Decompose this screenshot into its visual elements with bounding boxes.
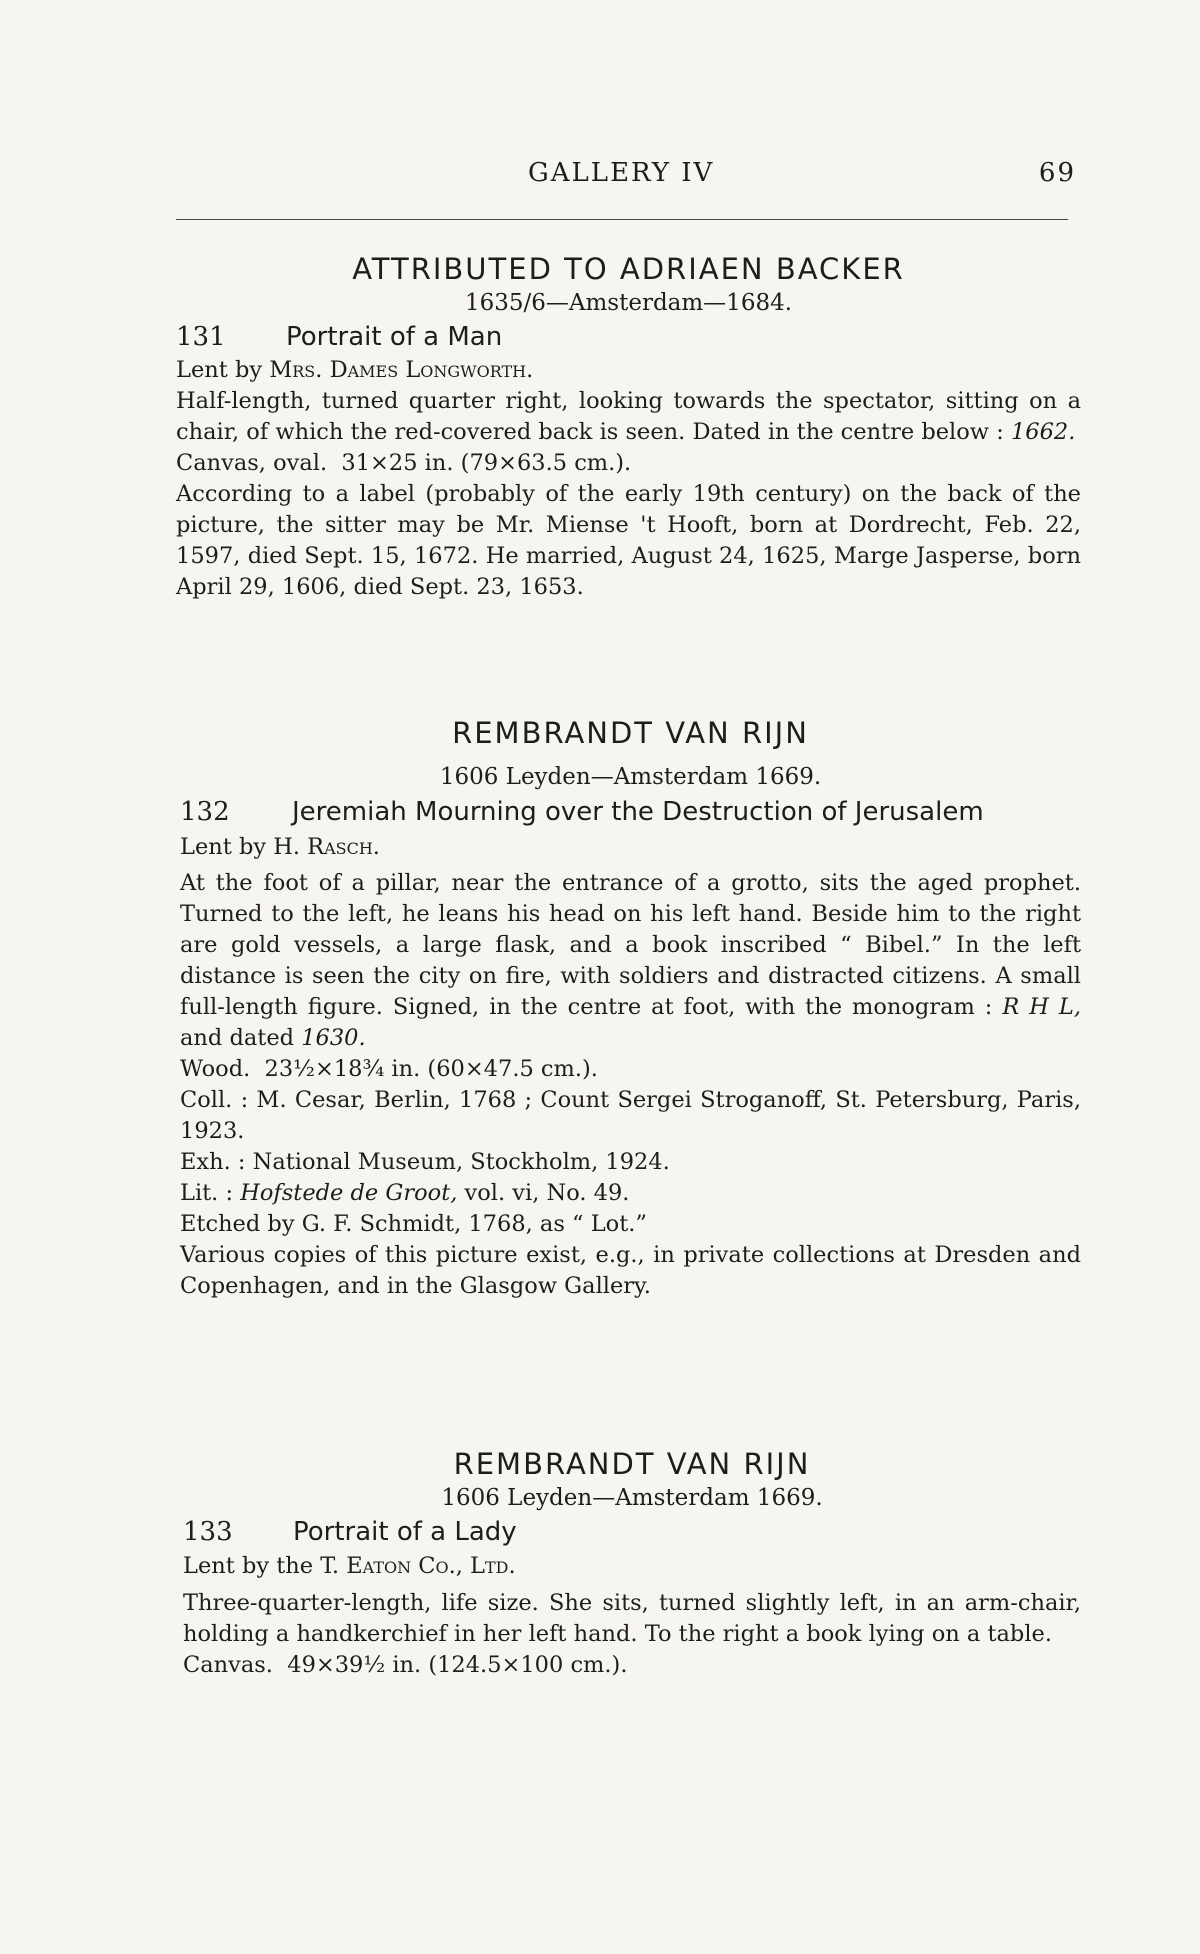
artwork-title: Portrait of a Man bbox=[286, 322, 503, 352]
entry-132 bbox=[180, 716, 1081, 1302]
catalogue-number: 133 bbox=[183, 1517, 233, 1547]
entry-heading bbox=[176, 322, 1081, 352]
lender-line bbox=[183, 1551, 1081, 1582]
entry-heading bbox=[183, 1517, 1081, 1547]
header-rule bbox=[176, 219, 1068, 220]
lit-rest: vol. vi, No. 49. bbox=[464, 1180, 630, 1206]
artwork-title: Portrait of a Lady bbox=[293, 1517, 517, 1547]
artist-dates: 1606 Leyden—Amsterdam 1669. bbox=[439, 764, 822, 790]
literature bbox=[180, 1178, 1081, 1209]
page-number: 69 bbox=[1038, 158, 1076, 188]
entry-133 bbox=[183, 1447, 1081, 1681]
entry-heading bbox=[180, 796, 1081, 828]
monogram: R H L, bbox=[1002, 994, 1081, 1020]
date-inscription: 1662. bbox=[1010, 419, 1076, 445]
lit-author: Hofstede de Groot, bbox=[240, 1180, 458, 1206]
lender-name: H. Rasch. bbox=[273, 834, 380, 860]
description: Three-quarter-length, life size. She sits, turned slightly left, in an arm-chair, holding a handkerchief in her left hand. To the right a book lying on a table. bbox=[183, 1590, 1081, 1647]
lender-line bbox=[176, 355, 1081, 386]
description bbox=[176, 386, 1081, 448]
artist-heading: ATTRIBUTED TO ADRIAEN BACKER bbox=[352, 252, 905, 286]
gallery-title: GALLERY IV bbox=[528, 158, 715, 188]
lent-by-label: Lent by bbox=[180, 834, 274, 860]
provenance-note: According to a label (probably of the early 19th century) on the back of the picture, the sitter may be Mr. Miense 't Hooft, born at Dordrecht, Feb. 22, 1597, died Sept. 15, 1672. He married, August 24, 1625, Marge Jasperse, born April 29, 1606, died Sept. 23, 1653. bbox=[176, 481, 1081, 600]
collections: Coll. : M. Cesar, Berlin, 1768 ; Count Sergei Stroganoff, St. Petersburg, Paris, 1923. bbox=[180, 1087, 1081, 1144]
entry-131 bbox=[176, 252, 1081, 603]
exhibitions: Exh. : National Museum, Stockholm, 1924. bbox=[180, 1149, 670, 1175]
lender-name: Mrs. Dames Longworth. bbox=[269, 357, 534, 383]
lent-by-label: Lent by bbox=[176, 357, 270, 383]
etched-note: Etched by G. F. Schmidt, 1768, as “ Lot.” bbox=[180, 1211, 647, 1237]
date-inscription: 1630. bbox=[301, 1025, 366, 1051]
medium: Canvas. 49×39½ in. (124.5×100 cm.). bbox=[183, 1652, 628, 1678]
lit-label: Lit. : bbox=[180, 1180, 234, 1206]
artist-heading: REMBRANDT VAN RIJN bbox=[452, 716, 809, 750]
lent-by-label: Lent by the bbox=[183, 1553, 321, 1579]
artist-dates: 1606 Leyden—Amsterdam 1669. bbox=[441, 1485, 823, 1511]
medium: Canvas, oval. 31×25 in. (79×63.5 cm.). bbox=[176, 450, 632, 476]
lender-line bbox=[180, 832, 1081, 863]
description bbox=[180, 868, 1081, 1054]
lender-name: T. Eaton Co., Ltd. bbox=[320, 1553, 516, 1579]
description-text: Half-length, turned quarter right, looking towards the spectator, sitting on a chair, of which the red-covered back is seen. Dated in the centre below : bbox=[176, 388, 1081, 445]
artist-dates: 1635/6—Amsterdam—1684. bbox=[464, 290, 793, 316]
description-text: At the foot of a pillar, near the entrance of a grotto, sits the aged prophet. Turned to the left, he leans his head on his left hand. Beside him to the right are gold vessels, a large flask, and a book inscribed “ Bibel.” In the left distance is seen the city on fire, with soldiers and distracted citizens. A small full-length figure. Signed, in the centre at foot, with the monogram : bbox=[180, 870, 1081, 1020]
and-dated: and dated bbox=[180, 1025, 295, 1051]
catalogue-number: 132 bbox=[180, 797, 230, 827]
artwork-title: Jeremiah Mourning over the Destruction of Jerusalem bbox=[292, 797, 984, 827]
artist-heading: REMBRANDT VAN RIJN bbox=[453, 1447, 811, 1481]
copies-note: Various copies of this picture exist, e.g., in private collections at Dresden and Copenhagen, and in the Glasgow Gallery. bbox=[180, 1242, 1081, 1299]
catalogue-number: 131 bbox=[176, 322, 226, 352]
medium: Wood. 23½×18¾ in. (60×47.5 cm.). bbox=[180, 1056, 598, 1082]
